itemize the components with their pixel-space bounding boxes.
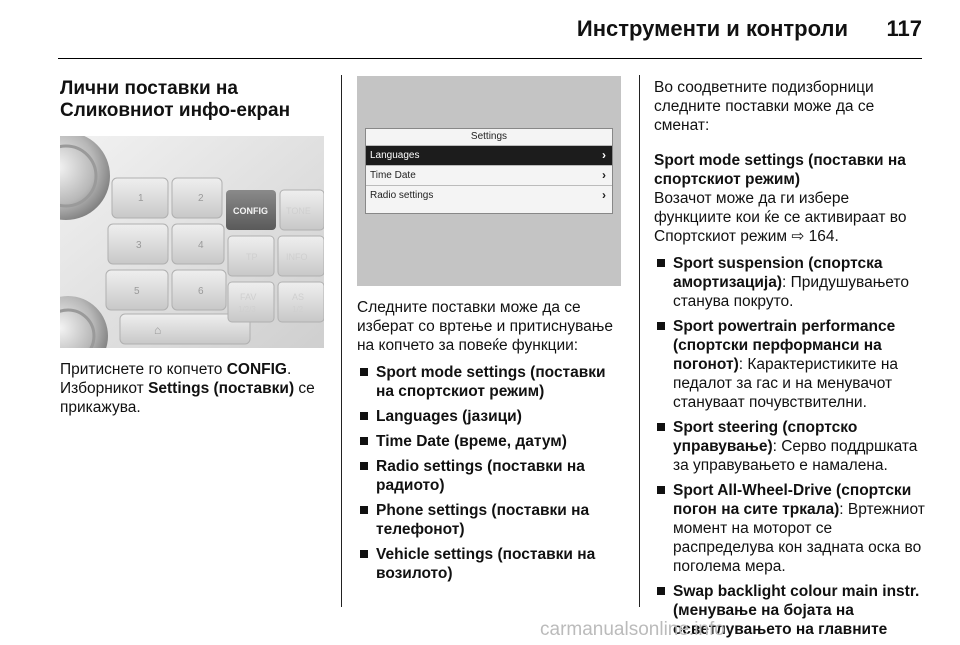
- screen-menu-item[interactable]: [366, 145, 612, 165]
- screen-menu: [366, 145, 612, 205]
- svg-text:1/2: 1/2: [292, 305, 304, 314]
- footer-watermark: carmanualsonline.info: [540, 619, 725, 640]
- list-item: [357, 457, 627, 495]
- bullet-square-icon: [360, 437, 368, 445]
- list-item-description: : Карактеристиките на педалот за гас и на менувачот стануваат почувствителни.: [673, 356, 899, 411]
- list-item: [654, 254, 926, 311]
- instruction-period: .: [286, 361, 292, 378]
- bullet-square-icon: [657, 423, 665, 431]
- bullet-square-icon: [360, 368, 368, 376]
- list-item-description: : Вртежниот момент на моторот се распределува кон задната оска во поголема мера.: [673, 501, 925, 575]
- column-3: [654, 78, 926, 645]
- svg-text:TONE: TONE: [286, 206, 311, 216]
- svg-text:1: 1: [138, 193, 144, 204]
- list-item-title: Sport suspension (спортска амортизација): [673, 255, 883, 291]
- svg-text:3: 3: [136, 240, 142, 251]
- list-item: [357, 501, 627, 539]
- list-item-description: : Серво поддршката за управувањето е намалена.: [673, 438, 918, 474]
- page-header: [0, 0, 960, 60]
- chevron-right-icon: ›: [602, 168, 606, 182]
- bullet-square-icon: [360, 506, 368, 514]
- list-item-label: Vehicle settings (поставки на возилото): [376, 546, 596, 582]
- screen-menu-item[interactable]: [366, 165, 612, 185]
- settings-screen-photo: [357, 76, 621, 286]
- bullet-square-icon: [360, 550, 368, 558]
- svg-text:6: 6: [198, 286, 204, 297]
- control-panel-photo: [60, 136, 324, 348]
- list-item-title: Swap backlight colour main instr. (менување на бојата на осветлувањето на главните: [673, 583, 920, 638]
- bullet-square-icon: [657, 259, 665, 267]
- column-1: [60, 78, 330, 425]
- list-item-description: : Придушувањето станува покруто.: [673, 274, 909, 310]
- svg-text:⌂: ⌂: [154, 323, 162, 337]
- menu-text: Изборникот: [60, 380, 149, 397]
- svg-text:AS: AS: [292, 292, 305, 302]
- list-item: [654, 317, 926, 412]
- chevron-right-icon: ›: [602, 148, 606, 162]
- page-number: 117: [886, 16, 922, 41]
- col3-intro: Во соодветните подизборници следните поставки може да се сменат:: [654, 79, 875, 134]
- section-title-line-1: Лични поставки на: [60, 78, 238, 99]
- list-item-label: Phone settings (поставки на телефонот): [376, 502, 590, 538]
- list-item-title: Sport All-Wheel-Drive (спортски погон на сите тркала): [673, 482, 912, 518]
- sport-settings-list: [654, 254, 926, 639]
- sport-mode-heading: Sport mode settings (поставки на спортскиот режим): [654, 152, 906, 188]
- list-item-title: Sport powertrain performance (спортски перформанси на погонот): [673, 318, 896, 373]
- col2-intro: Следните поставки може да се изберат со вртење и притиснување на копчето за повеќе функции:: [357, 299, 613, 354]
- svg-text:INFO: INFO: [286, 252, 308, 262]
- section-title: [60, 78, 330, 122]
- svg-text:5: 5: [134, 286, 140, 297]
- control-panel-illustration: [60, 136, 324, 348]
- screen-menu-label: Time Date: [370, 170, 416, 181]
- menu-text-3: прикажува.: [60, 399, 141, 416]
- bullet-square-icon: [657, 322, 665, 330]
- screen-title: Settings: [470, 131, 508, 142]
- bullet-square-icon: [360, 412, 368, 420]
- column-2: [357, 78, 627, 589]
- column-divider-1: [341, 75, 342, 607]
- list-item-label: Radio settings (поставки на радиото): [376, 458, 585, 494]
- svg-text:TP: TP: [246, 252, 258, 262]
- screen-menu-label: Languages: [370, 150, 420, 161]
- as-button: [278, 282, 324, 322]
- list-item-label: Languages (јазици): [376, 408, 522, 425]
- svg-text:4: 4: [198, 240, 204, 251]
- column-divider-2: [639, 75, 640, 607]
- bullet-square-icon: [657, 587, 665, 595]
- list-item: [357, 432, 627, 451]
- svg-text:1/2/3: 1/2/3: [238, 305, 256, 314]
- instruction-text: Притиснете го копчето: [60, 361, 227, 378]
- chevron-right-icon: ›: [602, 188, 606, 202]
- screen-menu-item[interactable]: [366, 185, 612, 205]
- screen-menu-label: Radio settings: [370, 190, 434, 201]
- svg-text:CONFIG: CONFIG: [233, 206, 268, 216]
- header-rule: [58, 58, 922, 59]
- list-item-label: Sport mode settings (поставки на спортскиот режим): [376, 364, 606, 400]
- bullet-square-icon: [657, 486, 665, 494]
- list-item: [654, 481, 926, 576]
- list-item-title: Sport steering (спортско управување): [673, 419, 858, 455]
- fav-button: [228, 282, 274, 322]
- list-item: [357, 545, 627, 583]
- header-title: Инструменти и контроли: [576, 16, 848, 41]
- list-item: [357, 363, 627, 401]
- settings-screen: [365, 128, 613, 214]
- section-title-line-2: Сликовниот инфо-екран: [60, 100, 291, 121]
- svg-text:FAV: FAV: [240, 292, 257, 302]
- svg-text:2: 2: [198, 193, 204, 204]
- list-item: [357, 407, 627, 426]
- instruction-paragraph: [60, 360, 330, 417]
- settings-label: Settings (поставки): [148, 380, 295, 397]
- settings-list: [357, 363, 627, 583]
- sport-mode-paragraph: Возачот може да ги избере функциите кои ќе се активираат во Спортскиот режим ⇨ 164.: [654, 190, 907, 245]
- menu-text-2: се: [294, 380, 315, 397]
- config-label: CONFIG: [226, 361, 287, 378]
- list-item: [654, 418, 926, 475]
- bullet-square-icon: [360, 462, 368, 470]
- list-item-label: Time Date (време, датум): [376, 433, 567, 450]
- preset-button-2: [172, 178, 222, 218]
